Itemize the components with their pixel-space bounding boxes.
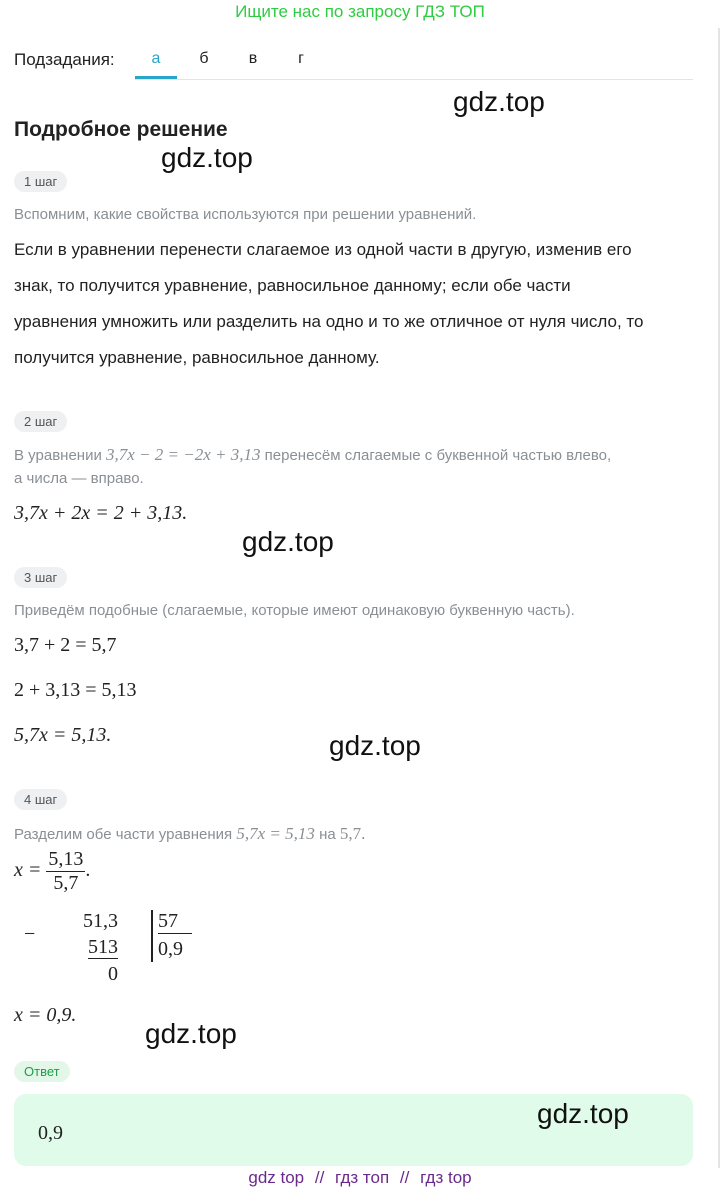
fraction-tail: . bbox=[85, 859, 91, 882]
footer-separator: // bbox=[399, 1168, 410, 1187]
fraction-numerator: 5,13 bbox=[48, 848, 84, 870]
tab-a[interactable]: а bbox=[151, 50, 161, 67]
watermark: gdz.top bbox=[537, 1098, 629, 1129]
step-3-equation-1: 3,7 + 2 = 5,7 bbox=[14, 634, 117, 656]
tabs-divider bbox=[135, 79, 693, 80]
tab-b[interactable]: б bbox=[199, 50, 209, 67]
division-remainder: 0 bbox=[108, 963, 118, 985]
step-1-line: Если в уравнении перенести слагаемое из одной части в другую, изменив его bbox=[14, 240, 632, 259]
watermark: gdz.top bbox=[242, 526, 334, 557]
fraction bbox=[46, 848, 85, 895]
step-2-hint-suffix: перенесём слагаемые с буквенной частью влево, bbox=[264, 447, 612, 464]
step-2-hint-equation: 3,7x − 2 = −2x + 3,13 bbox=[106, 445, 261, 464]
step-2-hint-line2: а числа — вправо. bbox=[14, 470, 144, 487]
division-minus: − bbox=[24, 923, 36, 945]
search-banner: Ищите нас по запросу ГДЗ ТОП bbox=[235, 2, 485, 21]
step-4-result-text: x = 0,9. bbox=[14, 1004, 77, 1026]
division-subtrahend-text: 513 bbox=[88, 936, 118, 958]
step-1-line: получится уравнение, равносильное данному. bbox=[14, 348, 380, 367]
step-3-equation-3-text: 5,7x = 5,13. bbox=[14, 724, 112, 746]
division-subtrahend bbox=[74, 936, 118, 959]
watermark: gdz.top bbox=[329, 730, 421, 761]
division-vertical-line bbox=[151, 910, 153, 962]
step-2-equation bbox=[14, 502, 187, 525]
division-divisor: 57 bbox=[158, 910, 192, 934]
answer-badge: Ответ bbox=[14, 1061, 70, 1082]
subtasks-label: Подзадания: bbox=[14, 50, 115, 69]
footer-links bbox=[0, 1168, 720, 1188]
step-3-equation-3 bbox=[14, 724, 111, 747]
step-4-result bbox=[14, 1004, 76, 1027]
step-2-badge: 2 шаг bbox=[14, 411, 67, 432]
step-4-hint-mid: на bbox=[319, 826, 336, 843]
fraction-denominator: 5,7 bbox=[53, 872, 79, 894]
step-2-equation-text: 3,7x + 2x = 2 + 3,13. bbox=[14, 502, 188, 524]
step-1-hint: Вспомним, какие свойства используются при решении уравнений. bbox=[14, 206, 477, 223]
tab-v[interactable]: в bbox=[248, 50, 258, 67]
step-1-badge: 1 шаг bbox=[14, 171, 67, 192]
footer-link-1[interactable]: gdz top bbox=[248, 1168, 305, 1187]
step-3-badge: 3 шаг bbox=[14, 567, 67, 588]
division-quotient: 0,9 bbox=[158, 938, 183, 960]
fraction-lhs: x = bbox=[14, 859, 42, 882]
step-4-hint-divisor: 5,7. bbox=[339, 824, 366, 843]
step-3-equation-2: 2 + 3,13 = 5,13 bbox=[14, 679, 137, 701]
active-tab-indicator bbox=[135, 76, 177, 79]
tab-g[interactable]: г bbox=[298, 50, 304, 67]
step-3-hint: Приведём подобные (слагаемые, которые имеют одинаковую буквенную часть). bbox=[14, 602, 575, 619]
step-4-hint bbox=[14, 824, 365, 844]
step-1-line: уравнения умножить или разделить на одно и то же отличное от нуля число, то bbox=[14, 312, 644, 331]
watermark: gdz.top bbox=[453, 86, 545, 117]
page-title: Подробное решение bbox=[14, 118, 228, 141]
step-4-hint-equation: 5,7x = 5,13 bbox=[236, 824, 315, 843]
watermark: gdz.top bbox=[145, 1018, 237, 1049]
footer-separator: // bbox=[314, 1168, 325, 1187]
footer-link-2[interactable]: гдз топ bbox=[335, 1168, 390, 1187]
step-4-fraction bbox=[14, 848, 90, 895]
step-1-text bbox=[14, 232, 704, 376]
step-2-hint-prefix: В уравнении bbox=[14, 447, 102, 464]
division-dividend: 51,3 bbox=[83, 910, 118, 932]
step-4-badge: 4 шаг bbox=[14, 789, 67, 810]
step-1-line: знак, то получится уравнение, равносильное данному; если обе части bbox=[14, 276, 571, 295]
step-4-hint-prefix: Разделим обе части уравнения bbox=[14, 826, 233, 843]
answer-value: 0,9 bbox=[38, 1122, 63, 1144]
watermark: gdz.top bbox=[161, 142, 253, 173]
step-2-hint bbox=[14, 445, 704, 465]
footer-link-3[interactable]: гдз top bbox=[420, 1168, 472, 1187]
